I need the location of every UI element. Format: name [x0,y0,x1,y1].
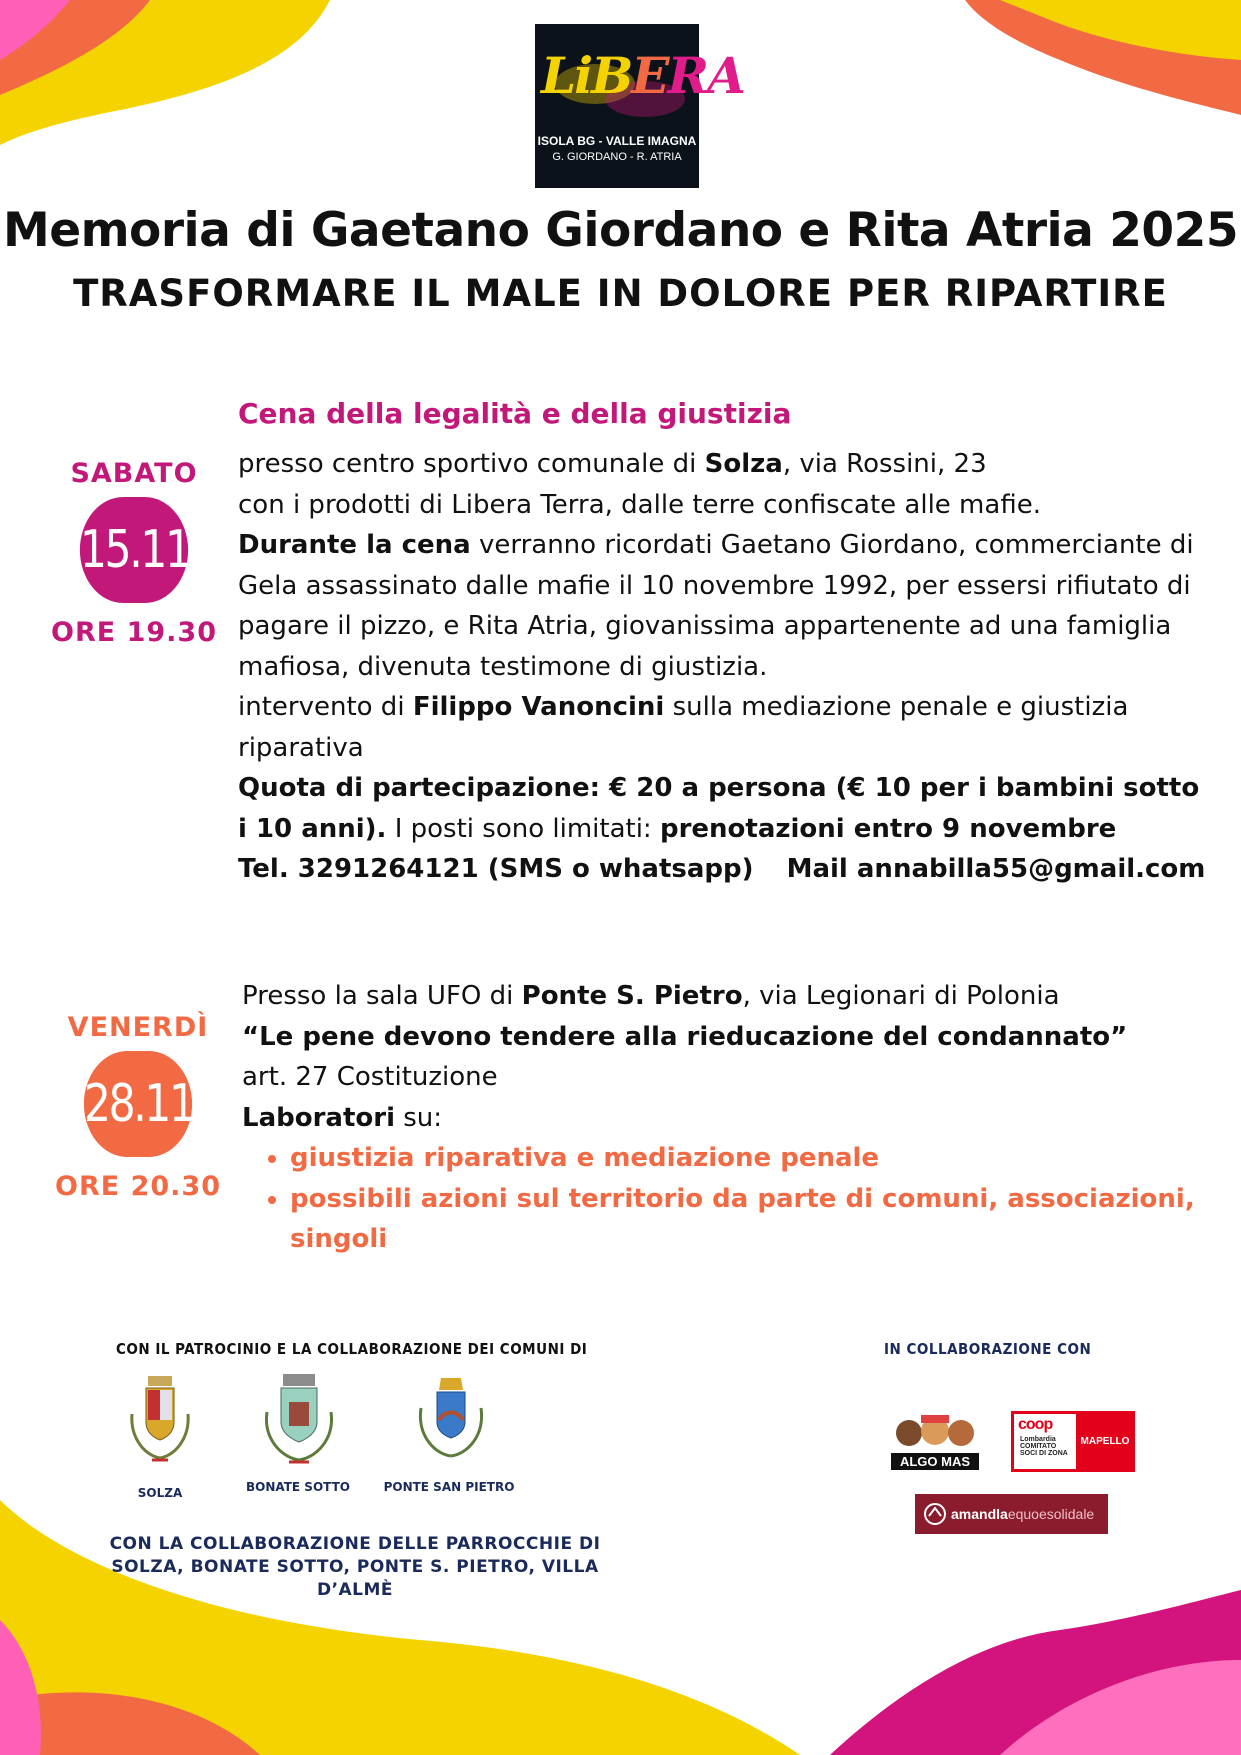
event2-workshop-list [242,1138,1202,1260]
parishes-line-1: CON LA COLLABORAZIONE DELLE PARROCCHIE DI [109,1534,601,1554]
event1-location: presso centro sportivo comunale di Solza, via Rossini, 23 [238,449,987,479]
algo-mas-label: ALGO MAS [891,1453,979,1470]
event1-email[interactable]: Mail annabilla55@gmail.com [786,854,1206,884]
event1-date-pill: 15.11 [80,497,188,603]
event2-quote: “Le pene devono tendere alla rieducazione del condannato” [242,1021,1128,1052]
event2-day: VENERDÌ [67,1012,209,1043]
event1-description: Durante la cena verranno ricordati Gaetano Giordano, commerciante di Gela assassinato dalle mafie il 10 novembre 1992, per essersi rifiutato di pagare il pizzo, e Rita Atria, giovanissima appartenente ad una famiglia mafiosa, divenuta testimone di giustizia. [238,530,1194,682]
page-title: Memoria di Gaetano Giordano e Rita Atria 2025 [2,203,1239,258]
parishes-line-2: SOLZA, BONATE SOTTO, PONTE S. PIETRO, VILLA D’ALMÈ [111,1557,599,1600]
logo-subtitle-1: ISOLA BG - VALLE IMAGNA [537,134,697,148]
event2-location: Presso la sala UFO di Ponte S. Pietro, via Legionari di Polonia [242,981,1060,1011]
list-item: • giustizia riparativa e mediazione penale [290,1138,1202,1179]
coop-word: coop [1018,1416,1053,1433]
event2-article: art. 27 Costituzione [242,1062,498,1092]
event1-fee: Quota di partecipazione: € 20 a persona (€ 10 per i bambini sotto i 10 anni). I posti sono limitati: prenotazioni entro 9 novembre [238,773,1200,844]
logo-word: LiBERA [541,46,744,105]
amandla-mark-icon [923,1502,947,1526]
amandla-tagline: equoesolidale [1007,1506,1095,1522]
event1-day: SABATO [70,458,198,489]
libera-logo [535,24,744,188]
event1-date-block [44,458,224,648]
event2-body [242,976,1202,1260]
event1-time: ORE 19.30 [51,617,217,648]
event2-time: ORE 20.30 [55,1171,221,1202]
algo-mas-faces-icon [891,1413,979,1453]
ponte-san-pietro-crest-icon [413,1378,489,1464]
event1-phone[interactable]: Tel. 3291264121 (SMS o whatsapp) [238,854,754,884]
event2-date-block [48,1012,228,1202]
bonate-sotto-crest-icon [259,1374,339,1472]
event1-products: con i prodotti di Libera Terra, dalle terre confiscate alle mafie. [238,489,1041,520]
coop-mapello-label: MAPELLO [1080,1436,1130,1447]
algo-mas-logo [891,1413,979,1471]
collaboration-title: IN COLLABORAZIONE CON [884,1340,1092,1358]
event1-speaker: intervento di Filippo Vanoncini sulla mediazione penale e giustizia riparativa [238,692,1129,763]
event1-body [238,444,1208,890]
parishes-note [95,1533,615,1602]
coop-committee: Lombardia COMITATO SOCI DI ZONA [1020,1436,1068,1457]
list-item: • possibili azioni sul territorio da parte di comuni, associazioni, singoli [290,1179,1202,1260]
crest-label-bonate-sotto: BONATE SOTTO [246,1480,350,1494]
event1-contacts [238,849,1208,890]
solza-crest-icon [126,1374,194,1472]
event2-date-pill: 28.11 [84,1051,192,1157]
event2-workshops: Laboratori su: [242,1102,443,1133]
page-subtitle: TRASFORMARE IL MALE IN DOLORE PER RIPARTIRE [73,272,1168,315]
crest-label-ponte-san-pietro: PONTE SAN PIETRO [383,1480,515,1494]
crest-label-solza: SOLZA [137,1486,183,1500]
patronage-title: CON IL PATROCINIO E LA COLLABORAZIONE DEI COMUNI DI [116,1340,588,1358]
amandla-logo [915,1494,1108,1534]
coop-mapello-logo [1011,1411,1135,1472]
event1-heading: Cena della legalità e della giustizia [238,397,792,430]
logo-subtitle-2: G. GIORDANO - R. ATRIA [552,151,682,163]
amandla-name: amandla [951,1506,1008,1522]
